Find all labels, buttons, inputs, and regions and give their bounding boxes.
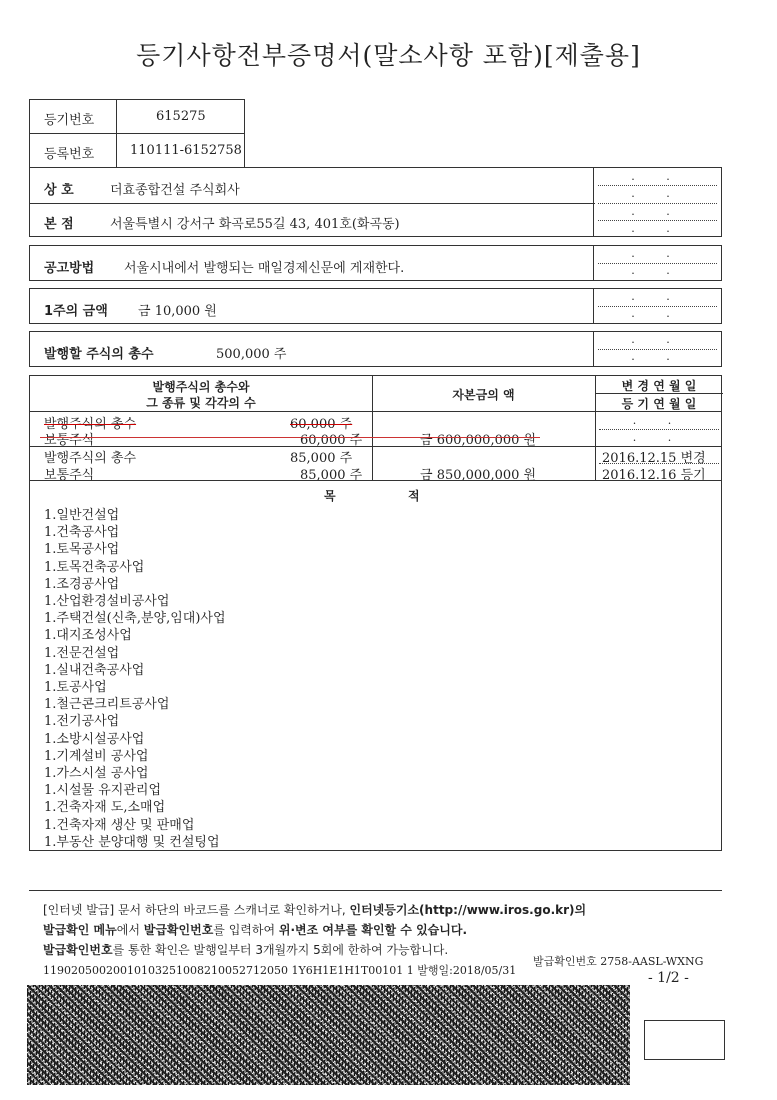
dots-mark: . . bbox=[632, 414, 686, 427]
old-common-label: 보통주식 bbox=[44, 433, 95, 448]
dots-mark: . . bbox=[631, 290, 684, 303]
new-common-value: 85,000 주 bbox=[300, 468, 363, 483]
dots-mark: . . bbox=[631, 170, 684, 183]
notice-method-box bbox=[29, 245, 722, 281]
reg-id-label: 등록번호 bbox=[44, 147, 95, 162]
old-common-value: 60,000 주 bbox=[300, 433, 363, 448]
company-hq-label: 본 점 bbox=[44, 217, 74, 232]
purpose-item: 1.건축자재 도,소매업 bbox=[44, 800, 166, 816]
notice-method-value: 서울시내에서 발행되는 매일경제신문에 게재한다. bbox=[124, 261, 405, 276]
purpose-item: 1.일반건설업 bbox=[44, 508, 120, 523]
footer-line2e: 위·변조 여부를 확인할 수 있습니다. bbox=[278, 923, 468, 937]
confirm-number: 발급확인번호 2758-AASL-WXNG bbox=[533, 955, 704, 968]
dots-mark: . . bbox=[631, 222, 684, 235]
new-total-label: 발행주식의 총수 bbox=[44, 451, 137, 466]
purpose-item: 1.토목공사업 bbox=[44, 542, 120, 558]
purpose-box bbox=[29, 480, 722, 851]
shares-col1-header-line1: 발행주식의 총수와 bbox=[152, 380, 250, 394]
dots-mark: . . bbox=[631, 307, 684, 320]
footer-notice bbox=[43, 900, 723, 960]
shares-col3-header-line2: 등 기 연 월 일 bbox=[621, 397, 697, 411]
total-issuable-box bbox=[29, 331, 722, 367]
change-date-column bbox=[593, 289, 721, 323]
footer-line2a: 발급확인 메뉴 bbox=[43, 923, 117, 937]
change-date-column bbox=[593, 332, 721, 366]
2d-barcode bbox=[27, 985, 630, 1085]
footer-line2c: 발급확인번호 bbox=[143, 923, 214, 937]
company-hq-value: 서울특별시 강서구 화곡로55길 43, 401호(화곡동) bbox=[110, 217, 400, 232]
new-total-value: 85,000 주 bbox=[290, 451, 353, 466]
strikethrough-line bbox=[40, 437, 540, 438]
dots-mark: . . bbox=[631, 264, 684, 277]
footer-divider bbox=[29, 890, 722, 891]
company-name-value: 더효종합건설 주식회사 bbox=[110, 183, 240, 198]
dots-mark: . . bbox=[631, 247, 684, 260]
reg-num-label: 등기번호 bbox=[44, 113, 95, 128]
purpose-item: 1.전문건설업 bbox=[44, 645, 120, 661]
dots-mark: . . bbox=[632, 431, 686, 444]
purpose-list bbox=[44, 507, 226, 851]
footer-line2d: 를 입력하여 bbox=[213, 923, 279, 937]
change-date-column bbox=[593, 168, 721, 236]
reg-id-value: 110111-6152758 bbox=[130, 143, 242, 158]
old-total-value: 60,000 주 bbox=[290, 417, 353, 432]
total-issuable-value: 500,000 주 bbox=[216, 347, 287, 362]
new-change-date: 2016.12.15 변경 bbox=[602, 451, 706, 466]
purpose-item: 1.철근콘크리트공사업 bbox=[44, 697, 170, 713]
old-total-label: 발행주식의 총수 bbox=[44, 417, 137, 432]
purpose-item: 1.건축공사업 bbox=[44, 525, 120, 541]
dots-mark: . . bbox=[631, 187, 684, 200]
dots-mark: . . bbox=[631, 205, 684, 218]
purpose-item: 1.주택건설(신축,분양,임대)사업 bbox=[44, 611, 226, 627]
purpose-item: 1.대지조성사업 bbox=[44, 628, 132, 644]
shares-col3-header-line1: 변 경 연 월 일 bbox=[621, 379, 697, 393]
page-number: - 1/2 - bbox=[648, 970, 689, 986]
change-date-column bbox=[593, 246, 721, 280]
new-reg-date: 2016.12.16 등기 bbox=[602, 468, 706, 483]
registration-box bbox=[29, 99, 245, 168]
company-box bbox=[29, 167, 722, 237]
purpose-item: 1.토목건축공사업 bbox=[44, 559, 145, 575]
document-title: 등기사항전부증명서(말소사항 포함)[제출용] bbox=[136, 41, 641, 70]
new-common-label: 보통주식 bbox=[44, 468, 95, 483]
new-capital: 금 850,000,000 원 bbox=[420, 468, 537, 483]
purpose-title-b: 적 bbox=[408, 489, 420, 503]
shares-col1-header-line2: 그 종류 및 각각의 수 bbox=[146, 396, 256, 410]
purpose-item: 1.산업환경설비공사업 bbox=[44, 594, 170, 610]
share-amount-value: 금 10,000 원 bbox=[138, 304, 217, 319]
shares-table bbox=[29, 375, 722, 481]
old-capital: 금 600,000,000 원 bbox=[420, 433, 537, 448]
purpose-item: 1.부동산 분양대행 및 컨설팅업 bbox=[44, 834, 220, 850]
dots-mark: . . bbox=[631, 350, 684, 363]
share-amount-label: 1주의 금액 bbox=[44, 304, 108, 319]
footer-line2b: 에서 bbox=[116, 923, 144, 937]
purpose-item: 1.실내건축공사업 bbox=[44, 662, 145, 678]
footer-line1a: [인터넷 발급] 문서 하단의 바코드를 스캐너로 확인하거나, bbox=[43, 903, 350, 917]
footer-line3a: 발급확인번호 bbox=[43, 943, 113, 957]
purpose-item: 1.기계설비 공사업 bbox=[44, 748, 149, 764]
total-issuable-label: 발행할 주식의 총수 bbox=[44, 347, 154, 362]
footer-line3b: 를 통한 확인은 발행일부터 3개월까지 5회에 한하여 가능합니다. bbox=[112, 943, 449, 957]
company-name-label: 상 호 bbox=[44, 183, 74, 198]
purpose-item: 1.전기공사업 bbox=[44, 714, 120, 730]
footer-line1b: 인터넷등기소(http://www.iros.go.kr)의 bbox=[349, 903, 587, 917]
notice-method-label: 공고방법 bbox=[44, 261, 95, 276]
purpose-item: 1.가스시설 공사업 bbox=[44, 766, 149, 782]
purpose-item: 1.건축자재 생산 및 판매업 bbox=[44, 817, 195, 833]
share-amount-box bbox=[29, 288, 722, 324]
purpose-item: 1.조경공사업 bbox=[44, 576, 120, 592]
purpose-item: 1.토공사업 bbox=[44, 680, 107, 696]
shares-col2-header: 자본금의 액 bbox=[452, 388, 515, 402]
purpose-title-a: 목 bbox=[324, 489, 336, 503]
dots-mark: . . bbox=[631, 333, 684, 346]
reg-num-value: 615275 bbox=[156, 109, 206, 124]
purpose-item: 1.소방시설공사업 bbox=[44, 731, 145, 747]
purpose-item: 1.시설물 유지관리업 bbox=[44, 783, 161, 799]
stamp-box bbox=[644, 1020, 725, 1060]
serial-number: 11902050020010103251008210052712050 1Y6H1E1H1T00101 1 발행일:2018/05/31 bbox=[43, 964, 517, 977]
